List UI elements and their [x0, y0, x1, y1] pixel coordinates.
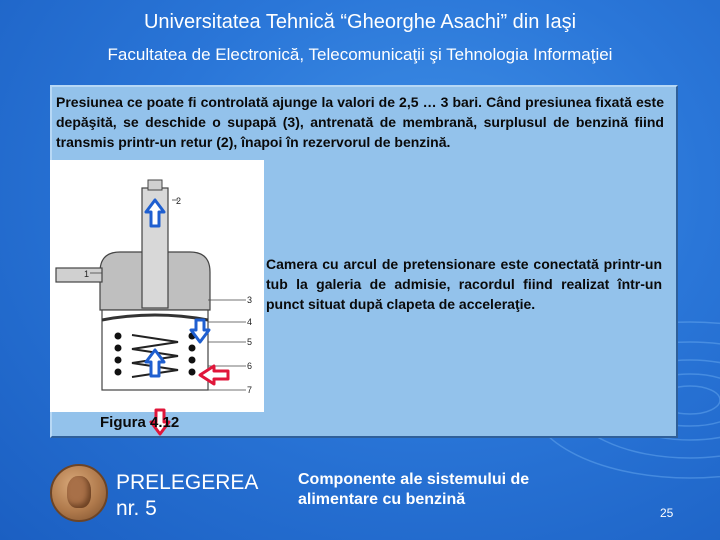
university-medallion-logo: [50, 464, 108, 522]
label-7: 7: [247, 385, 253, 395]
faculty-subtitle: Facultatea de Electronică, Telecomunicaţii şi Tehnologia Informaţiei: [107, 45, 613, 64]
page-number: 25: [660, 506, 674, 520]
label-5: 5: [247, 337, 253, 347]
label-3: 3: [247, 295, 253, 305]
label-1: 1: [84, 269, 90, 279]
chapter-title: Componente ale sistemului de alimentare cu benzină: [298, 471, 530, 508]
university-title: Universitatea Tehnică “Gheorghe Asachi” din Iaşi: [143, 11, 577, 33]
paragraph-spring-chamber: Camera cu arcul de pretensionare este conectată printr-un tub la galeria de admisie, racordul fiind realizat într-un punct situat după clapeta de acceleraţie.: [266, 256, 662, 312]
label-2: 2: [176, 196, 182, 206]
lecture-line-2: nr. 5: [116, 497, 157, 520]
inlet-pipe: [56, 268, 102, 282]
lecture-line-1: PRELEGEREA: [116, 471, 259, 494]
lecture-label: [116, 470, 258, 522]
label-4: 4: [247, 317, 253, 327]
pressure-regulator-diagram: [50, 160, 264, 412]
paragraph-pressure: Presiunea ce poate fi controlată ajunge la valori de 2,5 … 3 bari. Când presiunea fixată este depăşită, se deschide o supapă (3), antrenată de membrană, surplusul de benzină fiind transmis printr-un retur (2), înapoi în rezervorul de benzină.: [56, 94, 664, 150]
figure-caption: Figura 4.12: [100, 414, 180, 431]
label-6: 6: [247, 361, 253, 371]
